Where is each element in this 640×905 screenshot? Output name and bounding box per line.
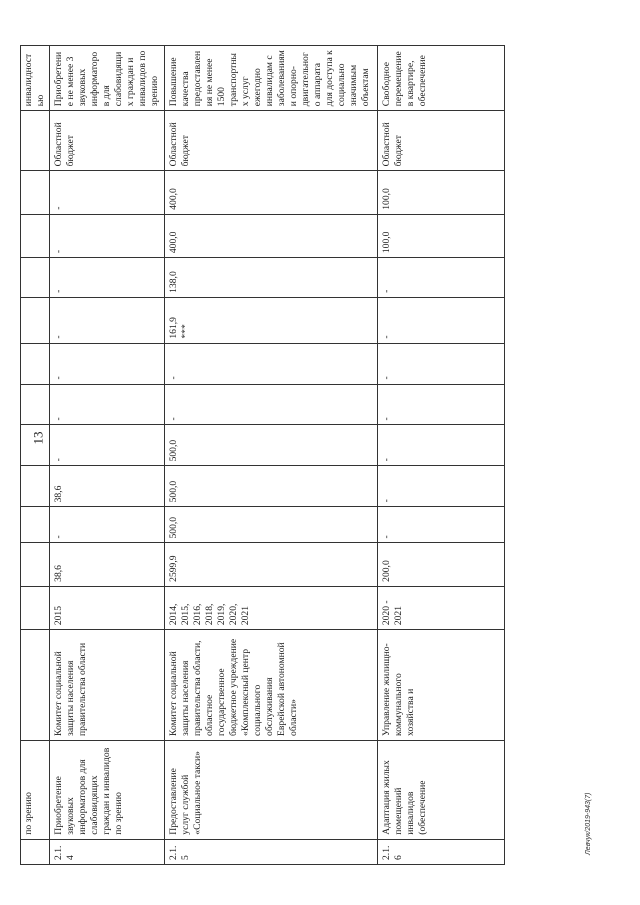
total-amount: 2599,9: [165, 543, 378, 586]
years: 2020 - 2021: [378, 586, 505, 629]
years: 2014, 2015, 2016, 2018, 2019, 2020, 2021: [165, 586, 378, 629]
funding-source: Областной бюджет: [378, 111, 505, 171]
row-id: 2.1.4: [50, 839, 165, 864]
amount-cell: 400,0: [165, 214, 378, 257]
table-header-row: [21, 46, 50, 865]
amount-cell: -: [378, 297, 505, 343]
amount-cell: 100,0: [378, 171, 505, 214]
cell-empty: [21, 630, 50, 741]
cell-empty: [21, 586, 50, 629]
measure-name: Предоставление услуг службой «Социальное такси»: [165, 740, 378, 839]
cell-empty: [21, 297, 50, 343]
amount-cell: -: [378, 258, 505, 298]
expected-result: Повышение качества предоставления не менее 1500 транспортных услуг ежегодно инвалидам с заболеваниями опорно-двигательного аппарата для доступа к социально значимым объектам: [165, 46, 378, 111]
executor: Управление жилищно-коммунального хозяйства и: [378, 630, 505, 741]
funding-source: Областной бюджет: [165, 111, 378, 171]
amount-cell: 500,0: [165, 425, 378, 466]
cell-empty: [21, 258, 50, 298]
amount-cell: -: [378, 384, 505, 425]
amount-cell: -: [165, 384, 378, 425]
amount-cell: 500,0: [165, 466, 378, 507]
rotated-table-stage: [20, 45, 560, 865]
table-row: [378, 46, 505, 865]
amount-cell: -: [378, 507, 505, 543]
amount-cell: -: [50, 384, 165, 425]
amount-cell: 138,0: [165, 258, 378, 298]
amount-cell: -: [165, 343, 378, 384]
header-continuation: по зрению: [21, 740, 50, 839]
amount-cell: -: [50, 425, 165, 466]
executor: Комитет социальной защиты населения правительства области, областное государственное бюджетное учреждение «Комплексный центр социального обслуживания Еврейской автономной области»: [165, 630, 378, 741]
measures-table: [20, 45, 505, 865]
executor: Комитет социальной защиты населения правительства области: [50, 630, 165, 741]
page-number: 13: [30, 431, 46, 445]
funding-source: Областной бюджет: [50, 111, 165, 171]
amount-cell: -: [378, 466, 505, 507]
total-amount: 38,6: [50, 543, 165, 586]
cell-empty: [21, 111, 50, 171]
table-row: [165, 46, 378, 865]
amount-cell: -: [378, 425, 505, 466]
cell-empty: [21, 425, 50, 466]
table-row: [50, 46, 165, 865]
amount-cell: -: [378, 343, 505, 384]
amount-cell: 400,0: [165, 171, 378, 214]
amount-cell: 38,6: [50, 466, 165, 507]
document-code: Левчук/2019-943(7): [585, 792, 592, 855]
cell-empty: [21, 343, 50, 384]
cell-empty: [21, 171, 50, 214]
cell-empty: [21, 839, 50, 864]
cell-empty: [21, 543, 50, 586]
amount-cell: 161,9 ***: [165, 297, 378, 343]
cell-empty: [21, 466, 50, 507]
row-id: 2.1.6: [378, 839, 505, 864]
amount-cell: -: [50, 258, 165, 298]
amount-cell: -: [50, 343, 165, 384]
row-id: 2.1.5: [165, 839, 378, 864]
amount-cell: 500,0: [165, 507, 378, 543]
cell-empty: [21, 214, 50, 257]
expected-result: Приобретение не менее 3 звуковых информаторов для слабовидящих граждан и инвалидов по зрению: [50, 46, 165, 111]
years: 2015: [50, 586, 165, 629]
cell-empty: [21, 507, 50, 543]
amount-cell: -: [50, 171, 165, 214]
measure-name: Адаптация жилых помещений инвалидов (обеспечение: [378, 740, 505, 839]
header-continuation-result: инвалидностью: [21, 46, 50, 111]
cell-empty: [21, 384, 50, 425]
expected-result: Свободное перемещение в квартире, обеспечение: [378, 46, 505, 111]
total-amount: 200,0: [378, 543, 505, 586]
amount-cell: -: [50, 297, 165, 343]
amount-cell: 100,0: [378, 214, 505, 257]
measure-name: Приобретение звуковых информаторов для слабовидящих граждан и инвалидов по зрению: [50, 740, 165, 839]
amount-cell: -: [50, 214, 165, 257]
amount-cell: -: [50, 507, 165, 543]
